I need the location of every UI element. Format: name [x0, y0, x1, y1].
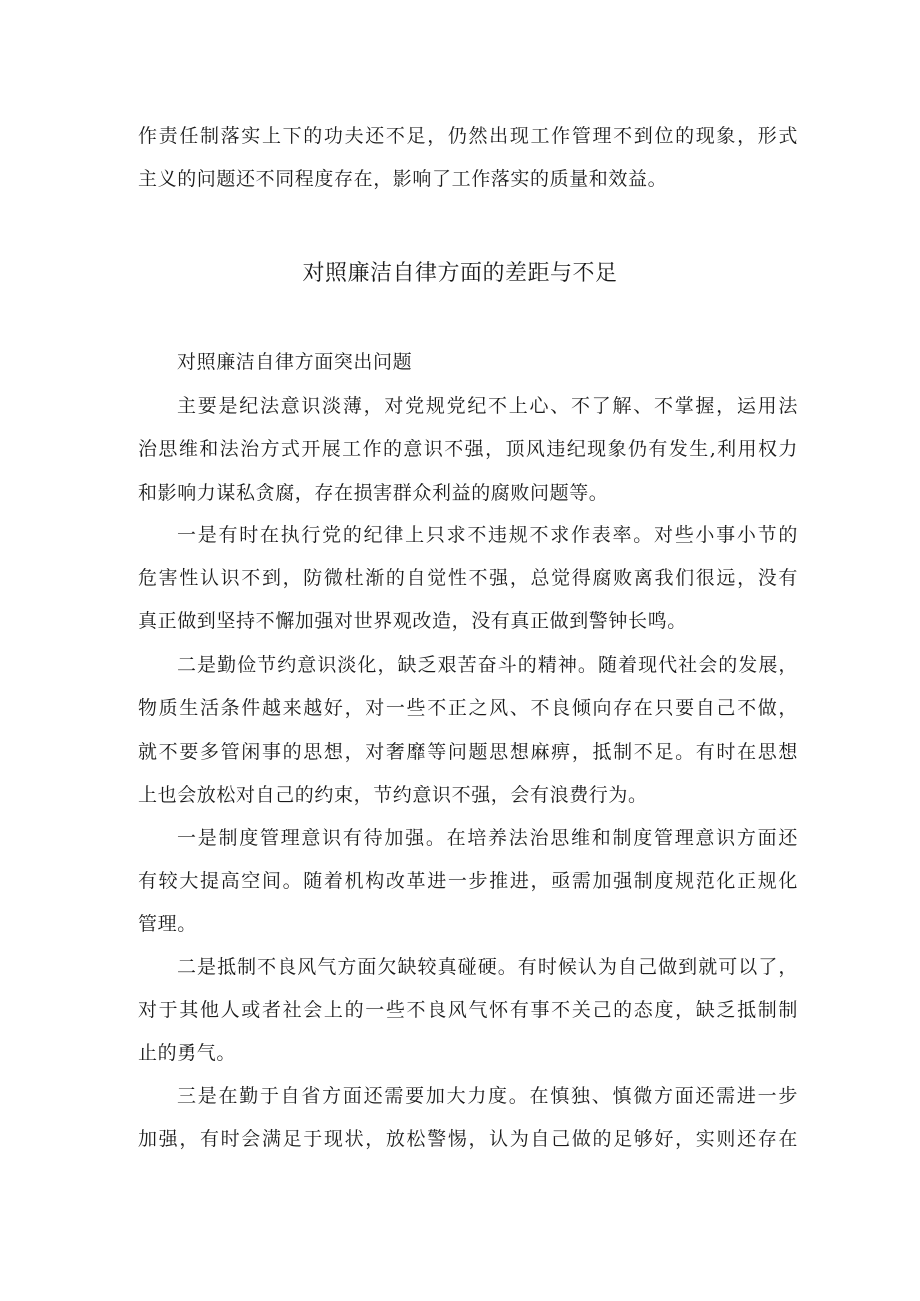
paragraph-line: 物质生活条件越来越好，对一些不正之风、不良倾向存在只要自己不做，: [138, 697, 798, 719]
intro-line-2: 主义的问题还不同程度存在，影响了工作落实的质量和效益。: [138, 168, 668, 190]
paragraph-line: 管理。: [138, 913, 197, 935]
paragraph-line: 二是抵制不良风气方面欠缺较真碰硬。有时候认为自己做到就可以了，: [177, 956, 798, 978]
paragraph-line: 三是在勤于自省方面还需要加大力度。在慎独、慎微方面还需进一步: [177, 1085, 798, 1107]
paragraph-line: 止的勇气。: [138, 1042, 237, 1064]
section-title: 对照廉洁自律方面的差距与不足: [302, 261, 618, 286]
paragraph-line: 一是制度管理意识有待加强。在培养法治思维和制度管理意识方面还: [177, 827, 798, 849]
paragraph-line: 就不要多管闲事的思想，对奢靡等问题思想麻痹，抵制不足。有时在思想: [138, 741, 798, 763]
paragraph-line: 二是勤俭节约意识淡化，缺乏艰苦奋斗的精神。随着现代社会的发展，: [177, 654, 798, 676]
paragraph-line: 和影响力谋私贪腐，存在损害群众利益的腐败问题等。: [138, 482, 609, 504]
paragraph-line: 有较大提高空间。随着机构改革进一步推进，亟需加强制度规范化正规化: [138, 870, 798, 892]
paragraph-line: 加强，有时会满足于现状，放松警惕，认为自己做的足够好，实则还存在: [138, 1128, 798, 1150]
paragraph-line: 对于其他人或者社会上的一些不良风气怀有事不关己的态度，缺乏抵制制: [138, 999, 798, 1021]
intro-line-1: 作责任制落实上下的功夫还不足，仍然出现工作管理不到位的现象，形式: [138, 125, 798, 147]
paragraph-line: 治思维和法治方式开展工作的意识不强，顶风违纪现象仍有发生,利用权力: [138, 438, 798, 460]
paragraph-line: 危害性认识不到，防微杜渐的自觉性不强，总觉得腐败离我们很远，没有: [138, 567, 798, 589]
paragraph-line: 一是有时在执行党的纪律上只求不违规不求作表率。对些小事小节的: [177, 524, 798, 546]
paragraph-line: 真正做到坚持不懈加强对世界观改造，没有真正做到警钟长鸣。: [138, 610, 687, 632]
paragraph-line: 主要是纪法意识淡薄，对党规党纪不上心、不了解、不掌握，运用法: [177, 395, 798, 417]
subheading: 对照廉洁自律方面突出问题: [177, 351, 413, 373]
paragraph-line: 上也会放松对自己的约束，节约意识不强，会有浪费行为。: [138, 784, 648, 806]
